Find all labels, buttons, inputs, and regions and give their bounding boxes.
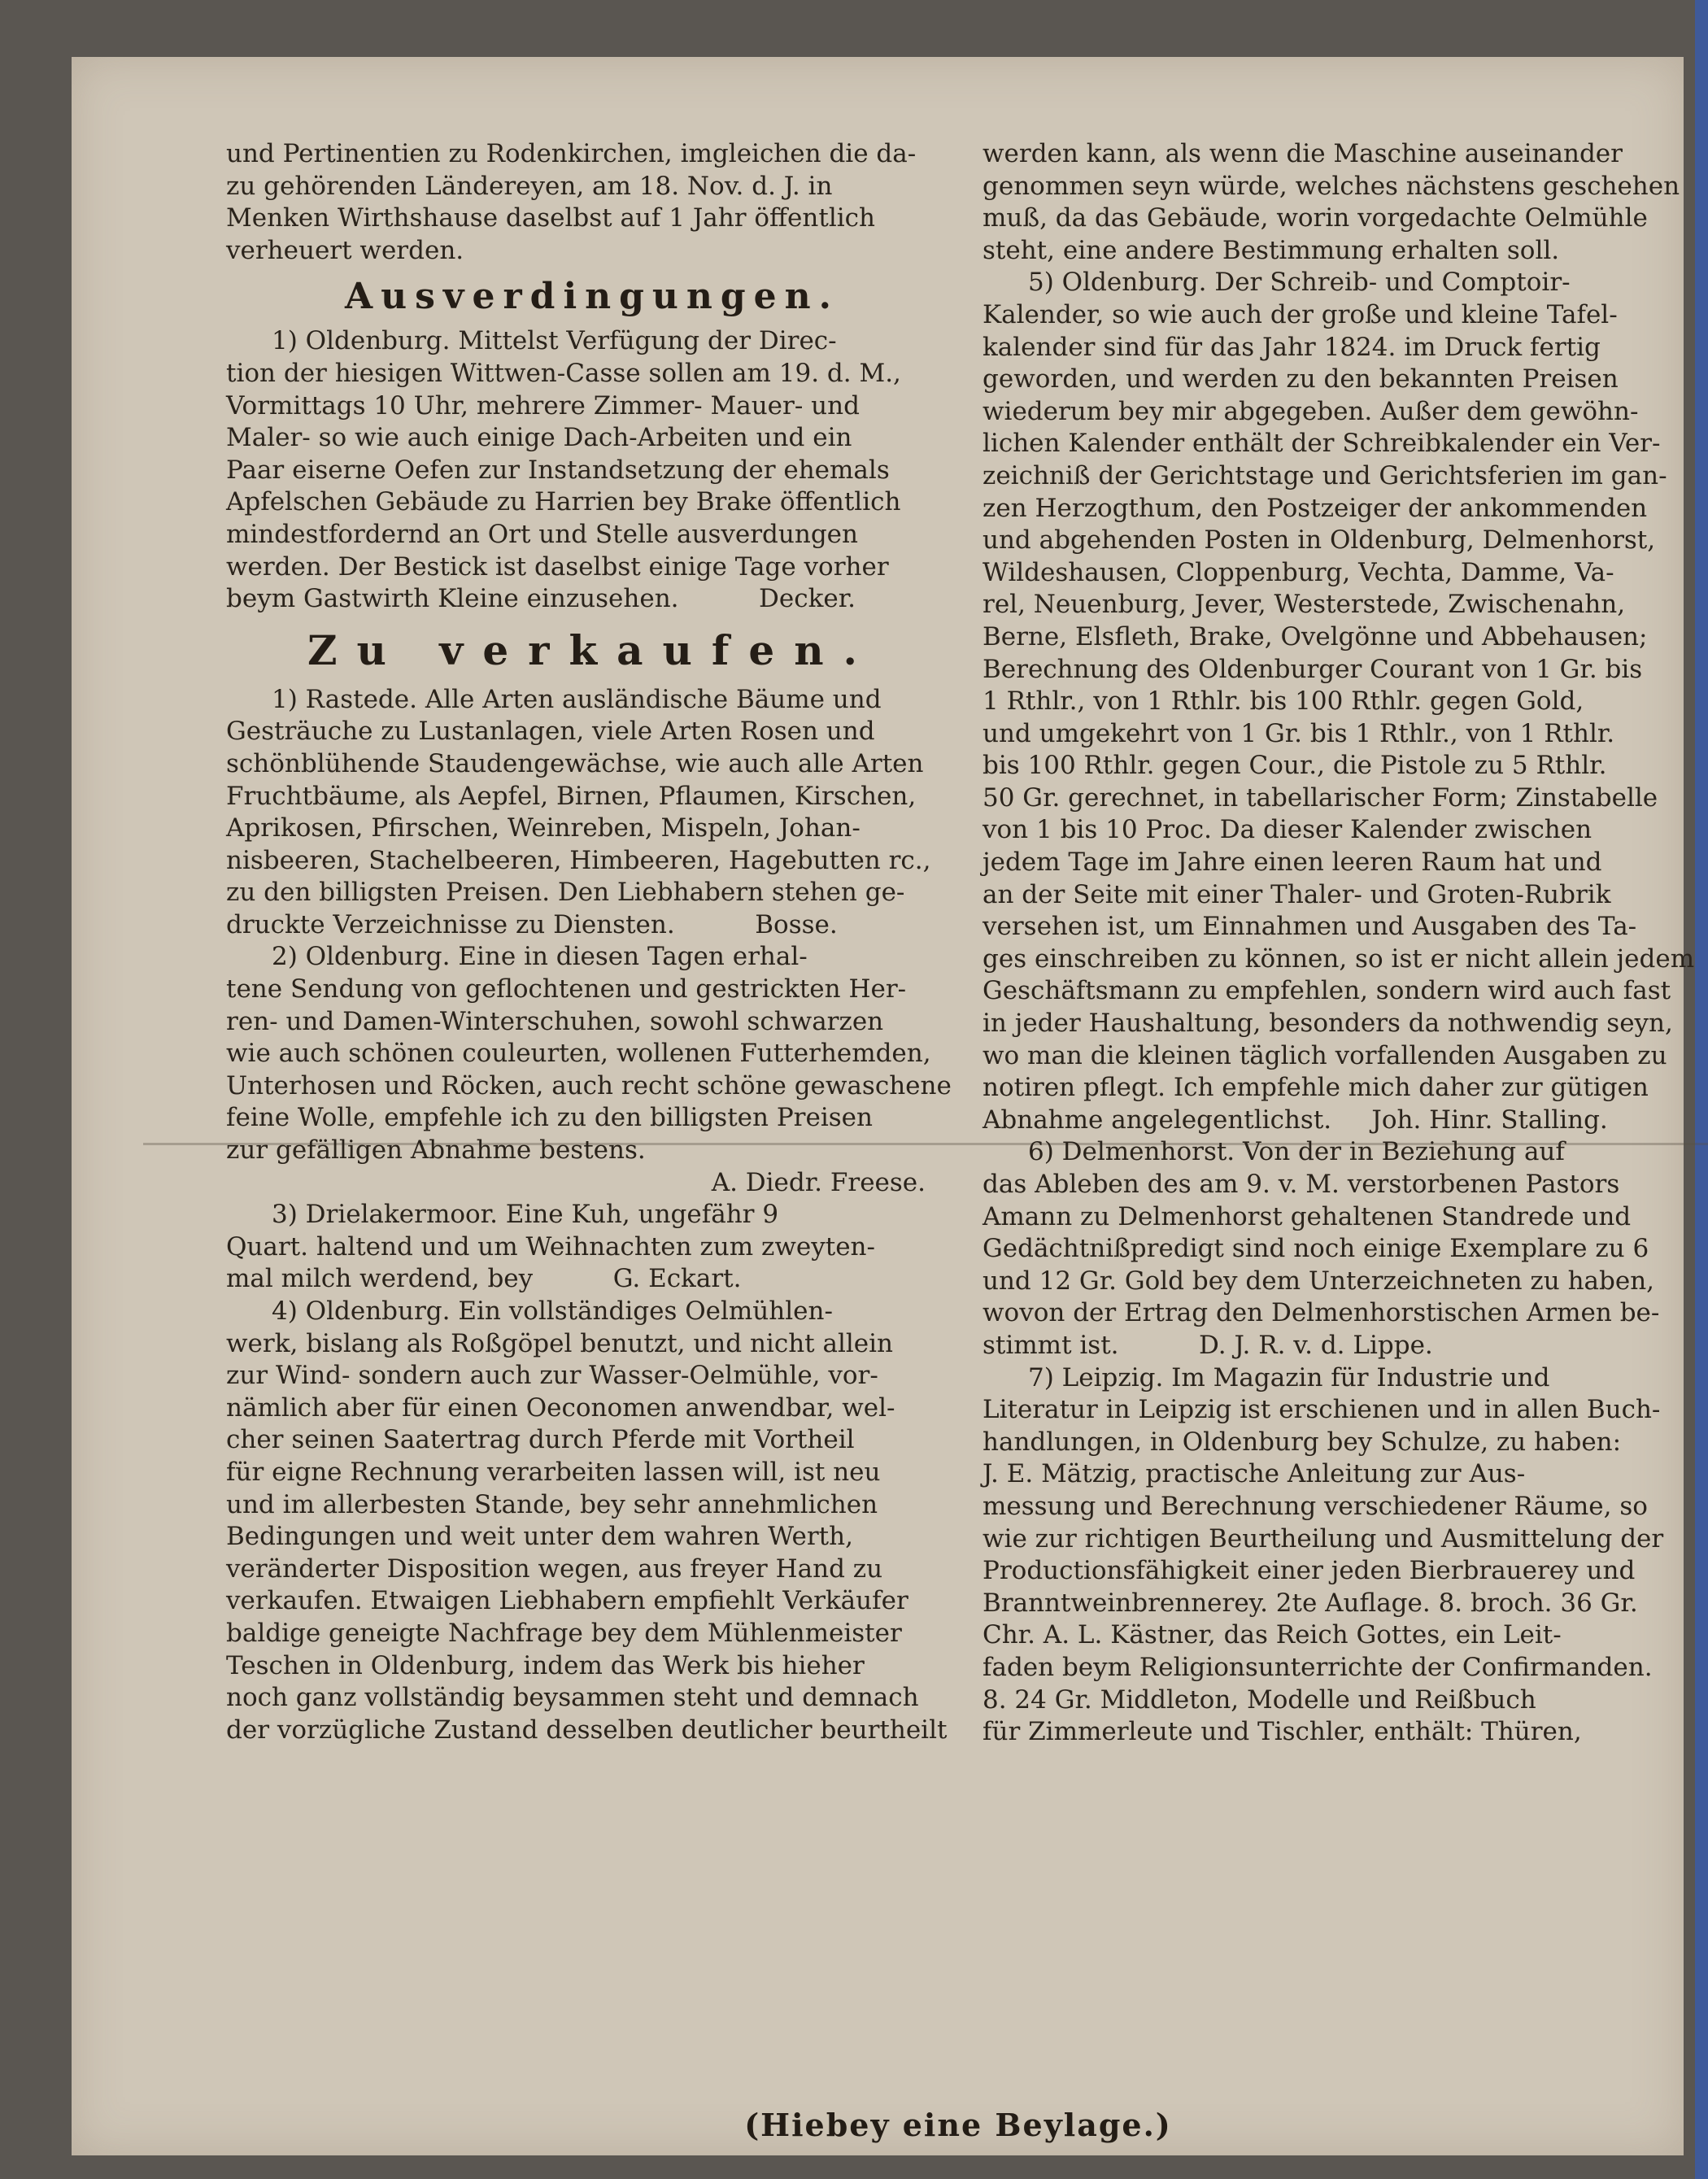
- text-line: zen Herzogthum, den Postzeiger der ankommenden: [983, 493, 1648, 523]
- text-line: Maler- so wie auch einige Dach-Arbeiten und ein: [226, 423, 852, 453]
- text-line: Literatur in Leipzig ist erschienen und in allen Buch-: [983, 1395, 1661, 1425]
- text-line: muß, da das Gebäude, worin vorgedachte Oelmühle: [983, 203, 1648, 233]
- text-line: Paar eiserne Oefen zur Instandsetzung der ehemals: [226, 455, 890, 485]
- text-line: wiederum bey mir abgegeben. Außer dem gewöhn-: [983, 396, 1639, 426]
- text-line: und Pertinentien zu Rodenkirchen, imgleichen die da-: [226, 139, 917, 168]
- text-line: werden kann, als wenn die Maschine auseinander: [983, 139, 1623, 168]
- text-line: 1 Rthlr., von 1 Rthlr. bis 100 Rthlr. gegen Gold,: [983, 686, 1584, 717]
- text-line: faden beym Religionsunterrichte der Confirmanden.: [983, 1652, 1653, 1682]
- intro-paragraph: [226, 138, 958, 267]
- text-line: Quart. haltend und um Weihnachten zum zweyten-: [226, 1231, 875, 1262]
- notice-verkauf-2: [226, 941, 958, 1166]
- text-line: zu den billigsten Preisen. Den Liebhabern stehen ge-: [226, 878, 905, 908]
- text-line: veränderter Disposition wegen, aus freyer Hand zu: [226, 1554, 883, 1584]
- text-line: schönblühende Staudengewächse, wie auch alle Arten: [226, 748, 924, 778]
- text-line: für eigne Rechnung verarbeiten lassen will, ist neu: [226, 1457, 881, 1487]
- right-column: [983, 138, 1708, 1749]
- text-line: Vormittags 10 Uhr, mehrere Zimmer- Mauer- und: [226, 390, 860, 421]
- left-column: [226, 138, 958, 1746]
- text-line: kalender sind für das Jahr 1824. im Druck fertig: [983, 332, 1601, 362]
- newspaper-page: [72, 57, 1695, 2155]
- text-line: mindestfordernd an Ort und Stelle ausverdungen: [226, 519, 858, 549]
- text-line: zu gehörenden Ländereyen, am 18. Nov. d. J. in: [226, 171, 833, 201]
- text-line: tion der hiesigen Wittwen-Casse sollen am 19. d. M.,: [226, 358, 901, 388]
- text-line: 5) Oldenburg. Der Schreib- und Comptoir-: [1028, 268, 1571, 298]
- text-line: werden. Der Bestick ist daselbst einige Tage vorher: [226, 551, 889, 582]
- text-line: bis 100 Rthlr. gegen Cour., die Pistole zu 5 Rthlr.: [983, 751, 1607, 781]
- text-line: ges einschreiben zu können, so ist er nicht allein jedem: [983, 944, 1695, 974]
- section-heading-ausverdingungen: Ausverdingungen.: [345, 276, 839, 318]
- text-line: werk, bislang als Roßgöpel benutzt, und nicht allein: [226, 1328, 894, 1358]
- text-line: rel, Neuenburg, Jever, Westerstede, Zwischenahn,: [983, 590, 1626, 620]
- text-line: beym Gastwirth Kleine einzusehen. Decker.: [226, 584, 856, 614]
- text-line: Branntweinbrennerey. 2te Auflage. 8. broch. 36 Gr.: [983, 1588, 1638, 1618]
- text-line: zur Wind- sondern auch zur Wasser-Oelmühle, vor-: [226, 1361, 878, 1391]
- notice-verkauf-6: [983, 1136, 1708, 1362]
- text-line: lichen Kalender enthält der Schreibkalender ein Ver-: [983, 429, 1661, 459]
- text-line: Berechnung des Oldenburger Courant von 1 Gr. bis: [983, 654, 1643, 684]
- text-line: Amann zu Delmenhorst gehaltenen Standrede und: [983, 1201, 1632, 1231]
- text-line: 4) Oldenburg. Ein vollständiges Oelmühlen-: [272, 1297, 833, 1326]
- text-line: und im allerbesten Stande, bey sehr annehmlichen: [226, 1489, 878, 1519]
- text-line: Fruchtbäume, als Aepfel, Birnen, Pflaumen, Kirschen,: [226, 781, 917, 811]
- text-line: Unterhosen und Röcken, auch recht schöne gewaschene: [226, 1070, 952, 1100]
- text-line: noch ganz vollständig beysammen steht und demnach: [226, 1683, 919, 1713]
- text-line: das Ableben des am 9. v. M. verstorbenen Pastors: [983, 1170, 1620, 1199]
- text-line: Wildeshausen, Cloppenburg, Vechta, Damme, Va-: [983, 557, 1614, 587]
- text-line: Apfelschen Gebäude zu Harrien bey Brake öffentlich: [226, 487, 901, 517]
- text-line: zeichniß der Gerichtstage und Gerichtsferien im gan-: [983, 460, 1667, 490]
- text-line: Chr. A. L. Kästner, das Reich Gottes, ein Leit-: [983, 1620, 1562, 1650]
- text-line: der vorzügliche Zustand desselben deutlicher beurtheilt: [226, 1715, 948, 1745]
- text-line: versehen ist, um Einnahmen und Ausgaben des Ta-: [983, 912, 1637, 942]
- text-line: von 1 bis 10 Proc. Da dieser Kalender zwischen: [983, 815, 1593, 845]
- text-line: Menken Wirthshause daselbst auf 1 Jahr öffentlich: [226, 203, 875, 233]
- text-line: verkaufen. Etwaigen Liebhabern empfiehlt Verkäufer: [226, 1586, 908, 1616]
- text-line: mal milch werdend, bey G. Eckart.: [226, 1264, 742, 1294]
- notice-verkauf-1: [226, 684, 958, 942]
- text-line: 1) Rastede. Alle Arten ausländische Bäume und: [272, 684, 882, 714]
- text-line: Bedingungen und weit unter dem wahren Werth,: [226, 1522, 853, 1552]
- text-line: wovon der Ertrag den Delmenhorstischen Armen be-: [983, 1298, 1660, 1328]
- text-line: geworden, und werden zu den bekannten Preisen: [983, 364, 1619, 394]
- text-line: stimmt ist. D. J. R. v. d. Lippe.: [983, 1330, 1433, 1360]
- text-line: wo man die kleinen täglich vorfallenden Ausgaben zu: [983, 1040, 1667, 1070]
- text-line: und umgekehrt von 1 Gr. bis 1 Rthlr., von 1 Rthlr.: [983, 718, 1615, 748]
- text-line: und 12 Gr. Gold bey dem Unterzeichneten zu haben,: [983, 1266, 1655, 1296]
- text-line: nämlich aber für einen Oeconomen anwendbar, wel-: [226, 1392, 895, 1423]
- notice-verkauf-3: [226, 1199, 958, 1296]
- text-line: verheuert werden.: [226, 235, 464, 265]
- notice-verkauf-7: [983, 1362, 1708, 1749]
- section-heading-zu-verkaufen: Zu verkaufen.: [307, 625, 877, 674]
- text-line: handlungen, in Oldenburg bey Schulze, zu haben:: [983, 1427, 1622, 1457]
- text-line: an der Seite mit einer Thaler- und Groten-Rubrik: [983, 879, 1611, 909]
- text-line: 3) Drielakermoor. Eine Kuh, ungefähr 9: [272, 1200, 779, 1230]
- text-line: notiren pflegt. Ich empfehle mich daher zur gütigen: [983, 1073, 1649, 1103]
- text-line: tene Sendung von geflochtenen und gestrickten Her-: [226, 974, 907, 1005]
- text-line: 50 Gr. gerechnet, in tabellarischer Form; Zinstabelle: [983, 782, 1658, 813]
- notice-verkauf-4: [226, 1296, 958, 1746]
- text-line: Gedächtnißpredigt sind noch einige Exemplare zu 6: [983, 1234, 1649, 1264]
- text-line: 7) Leipzig. Im Magazin für Industrie und: [1028, 1362, 1550, 1392]
- text-line: Abnahme angelegentlichst. Joh. Hinr. Stalling.: [983, 1105, 1608, 1135]
- text-line: messung und Berechnung verschiedener Räume, so: [983, 1491, 1648, 1521]
- text-line: ren- und Damen-Winterschuhen, sowohl schwarzen: [226, 1006, 884, 1036]
- text-line: Productionsfähigkeit einer jeden Bierbrauerey und: [983, 1556, 1636, 1586]
- text-line: genommen seyn würde, welches nächstens geschehen: [983, 171, 1680, 201]
- text-line: feine Wolle, empfehle ich zu den billigsten Preisen: [226, 1103, 873, 1133]
- supplement-note: (Hiebey eine Beylage.): [744, 2107, 1172, 2143]
- text-line: und abgehenden Posten in Oldenburg, Delmenhorst,: [983, 525, 1656, 556]
- text-line: Teschen in Oldenburg, indem das Werk bis hieher: [226, 1650, 865, 1680]
- text-line: jedem Tage im Jahre einen leeren Raum hat und: [983, 848, 1602, 878]
- text-line: für Zimmerleute und Tischler, enthält: Thüren,: [983, 1717, 1582, 1747]
- text-line: nisbeeren, Stachelbeeren, Himbeeren, Hagebutten rc.,: [226, 845, 931, 875]
- signature-freese: A. Diedr. Freese.: [711, 1167, 926, 1197]
- notice-verkauf-5: [983, 267, 1708, 1136]
- text-line: J. E. Mätzig, practische Anleitung zur Aus-: [983, 1459, 1526, 1489]
- text-line: 6) Delmenhorst. Von der in Beziehung auf: [1028, 1137, 1565, 1167]
- continuation-paragraph: [983, 138, 1708, 267]
- text-line: cher seinen Saatertrag durch Pferde mit Vortheil: [226, 1425, 855, 1455]
- text-line: steht, eine andere Bestimmung erhalten soll.: [983, 235, 1560, 265]
- text-line: baldige geneigte Nachfrage bey dem Mühlenmeister: [226, 1618, 902, 1648]
- text-line: wie zur richtigen Beurtheilung und Ausmittelung der: [983, 1523, 1664, 1554]
- text-line: wie auch schönen couleurten, wollenen Futterhemden,: [226, 1039, 931, 1069]
- text-line: Geschäftsmann zu empfehlen, sondern wird auch fast: [983, 976, 1671, 1006]
- notice-ausverdingung-1: [226, 325, 958, 615]
- text-line: Kalender, so wie auch der große und kleine Tafel-: [983, 299, 1618, 329]
- text-line: Gesträuche zu Lustanlagen, viele Arten Rosen und: [226, 717, 875, 747]
- text-line: Berne, Elsfleth, Brake, Ovelgönne und Abbehausen;: [983, 621, 1648, 652]
- text-line: druckte Verzeichnisse zu Diensten. Bosse.: [226, 909, 838, 939]
- text-line: zur gefälligen Abnahme bestens.: [226, 1135, 646, 1166]
- text-line: 8. 24 Gr. Middleton, Modelle und Reißbuch: [983, 1684, 1536, 1715]
- text-line: 2) Oldenburg. Eine in diesen Tagen erhal-: [272, 942, 808, 972]
- text-line: 1) Oldenburg. Mittelst Verfügung der Direc-: [272, 326, 837, 356]
- text-line: in jeder Haushaltung, besonders da nothwendig seyn,: [983, 1009, 1673, 1039]
- text-line: Aprikosen, Pfirschen, Weinreben, Mispeln, Johan-: [226, 813, 861, 843]
